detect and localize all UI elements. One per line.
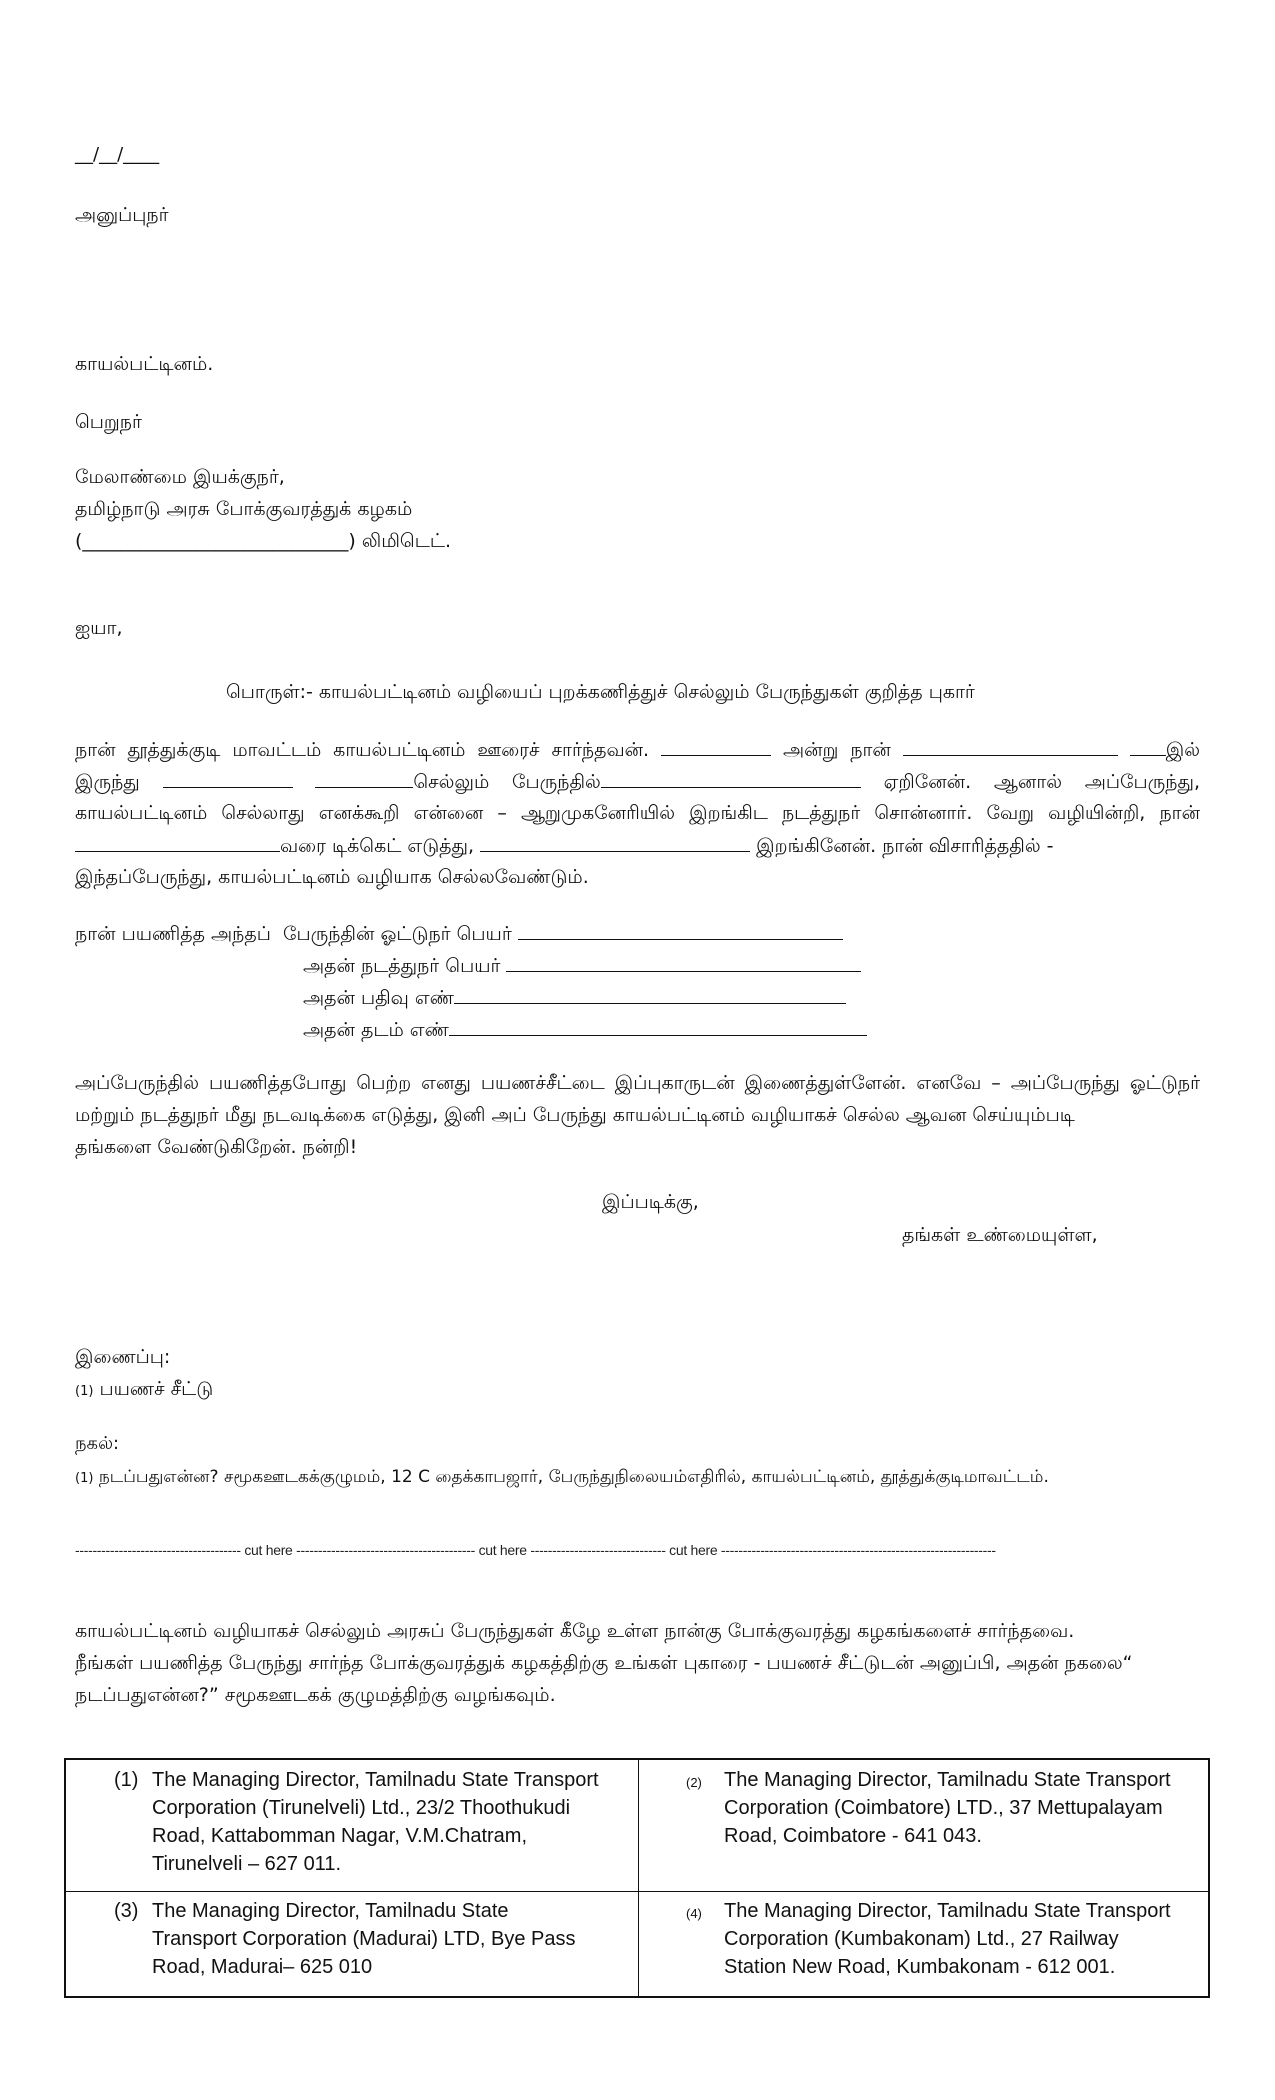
blank-driver-name: [518, 921, 843, 940]
body-para1-line4: வரை டிக்கெட் எடுத்து, இறங்கினேன். நான் விசாரித்ததில் -: [75, 833, 1054, 858]
address-table: [64, 1758, 1210, 1998]
blank-to: [315, 769, 413, 788]
recipient-line-1: மேலாண்மை இயக்குநர்,: [75, 466, 285, 488]
conductor-row: அதன் நடத்துநர் பெயர்: [303, 953, 861, 978]
body-para1-line5: இந்தப்பேருந்து, காயல்பட்டினம் வழியாக செல்லவேண்டும்.: [75, 866, 589, 888]
copy-label: நகல்:: [75, 1433, 120, 1454]
body-para2-line1: அப்பேருந்தில் பயணித்தபோது பெற்ற எனது பயணச்சீட்டை இப்புகாருடன் இணைத்துள்ளேன். எனவே – அப்பேருந்து ஓட்டுநர்: [75, 1072, 1200, 1094]
note-line-3: நடப்பதுஎன்ன?” சமூகஊடகக் குழுமத்திற்கு வழங்கவும்.: [75, 1684, 556, 1706]
table-divider-vertical: [638, 1760, 639, 1996]
closing-line-1: இப்படிக்கு,: [602, 1191, 699, 1213]
note-line-2: நீங்கள் பயணித்த பேருந்து சார்ந்த போக்குவரத்துக் கழகத்திற்கு உங்கள் புகாரை - பயணச் சீட்டுடன் அனுப்பி, அதன் நகலை“: [75, 1652, 1133, 1674]
bus-intro: நான் பயணித்த அந்தப் பேருந்தின் ஓட்டுநர் பெயர்: [75, 921, 843, 946]
body-para1-line3: காயல்பட்டினம் செல்லாது எனக்கூறி என்னை – ஆறுமுகனேரியில் இறங்கிட நடத்துநர் சொன்னார். வேறு வழியின்றி, நான்: [75, 802, 1200, 824]
blank-date: [661, 737, 771, 756]
body-para2-line3: தங்களை வேண்டுகிறேன். நன்றி!: [75, 1136, 358, 1158]
body-para1-line2: இருந்து செல்லும் பேருந்தில் ஏறினேன். ஆனால் அப்பேருந்து,: [75, 771, 1200, 793]
route-row: அதன் தடம் எண்: [303, 1017, 867, 1042]
sender-label: அனுப்புநர்: [75, 204, 169, 226]
address-cell-2: (2) The Managing Director, Tamilnadu State Transport Corporation (Coimbatore) LTD., 37 Mettupalayam Road, Coimbatore - 641 043.: [686, 1769, 1171, 1847]
body-para1-line1: நான் தூத்துக்குடி மாவட்டம் காயல்பட்டினம் ஊரைச் சார்ந்தவன். அன்று நான் இல்: [75, 739, 1201, 761]
closing-line-2: தங்கள் உண்மையுள்ள,: [902, 1224, 1098, 1246]
address-cell-4: (4) The Managing Director, Tamilnadu State Transport Corporation (Kumbakonam) Ltd., 27 Railway Station New Road, Kumbakonam - 612 001.: [686, 1900, 1171, 1978]
copy-item: (1) நடப்பதுஎன்ன? சமூகஊடகக்குழுமம், 12 C தைக்காபஜார், பேருந்துநிலையம்எதிரில், காயல்பட்டினம், தூத்துக்குடிமாவட்டம்.: [75, 1467, 1049, 1487]
blank-registration-no: [454, 985, 846, 1004]
recipient-line-2: தமிழ்நாடு அரசு போக்குவரத்துக் கழகம்: [75, 498, 413, 520]
blank-bus: [601, 769, 861, 788]
blank-route-no: [449, 1017, 867, 1036]
blank-boarding-place: [903, 737, 1118, 756]
note-line-1: காயல்பட்டினம் வழியாகச் செல்லும் அரசுப் பேருந்துகள் கீழே உள்ள நான்கு போக்குவரத்து கழகங்களைச் சார்ந்தவை.: [75, 1620, 1075, 1642]
sender-town: காயல்பட்டினம்.: [75, 353, 214, 375]
address-cell-3: (3) The Managing Director, Tamilnadu State Transport Corporation (Madurai) LTD, Bye Pass Road, Madurai– 625 010: [114, 1900, 576, 1978]
recipient-label: பெறுநர்: [75, 411, 142, 433]
blank-boarding-extra: [1130, 737, 1166, 756]
blank-conductor-name: [506, 953, 861, 972]
blank-alight-place: [480, 833, 750, 852]
address-cell-1: (1) The Managing Director, Tamilnadu State Transport Corporation (Tirunelveli) Ltd., 23/2 Thoothukudi Road, Kattabomman Nagar, V.M.Chatram, Tirunelveli – 627 011.: [114, 1769, 599, 1875]
date-blank: __/__/____: [75, 144, 160, 165]
enclosure-label: இணைப்பு:: [75, 1346, 171, 1368]
blank-from: [163, 769, 293, 788]
recipient-line-3: (____________________________) லிமிடெட்.: [75, 530, 451, 552]
cut-line: -------------------------------------- cut here ----------------------------------------- cut here ------------------------------- cut here ---------------------------------------------------------------: [75, 1542, 996, 1558]
table-divider-horizontal: [66, 1891, 1208, 1892]
enclosure-item: (1) பயணச் சீட்டு: [75, 1378, 214, 1400]
subject-line: பொருள்:- காயல்பட்டினம் வழியைப் புறக்கணித்துச் செல்லும் பேருந்துகள் குறித்த புகார்: [226, 681, 975, 703]
salutation: ஐயா,: [75, 617, 123, 639]
blank-ticket-place: [75, 833, 280, 852]
body-para2-line2: மற்றும் நடத்துநர் மீது நடவடிக்கை எடுத்து, இனி அப் பேருந்து காயல்பட்டினம் வழியாகச் செல்ல ஆவன செய்யும்படி: [75, 1104, 1075, 1126]
registration-row: அதன் பதிவு எண்: [303, 985, 846, 1010]
